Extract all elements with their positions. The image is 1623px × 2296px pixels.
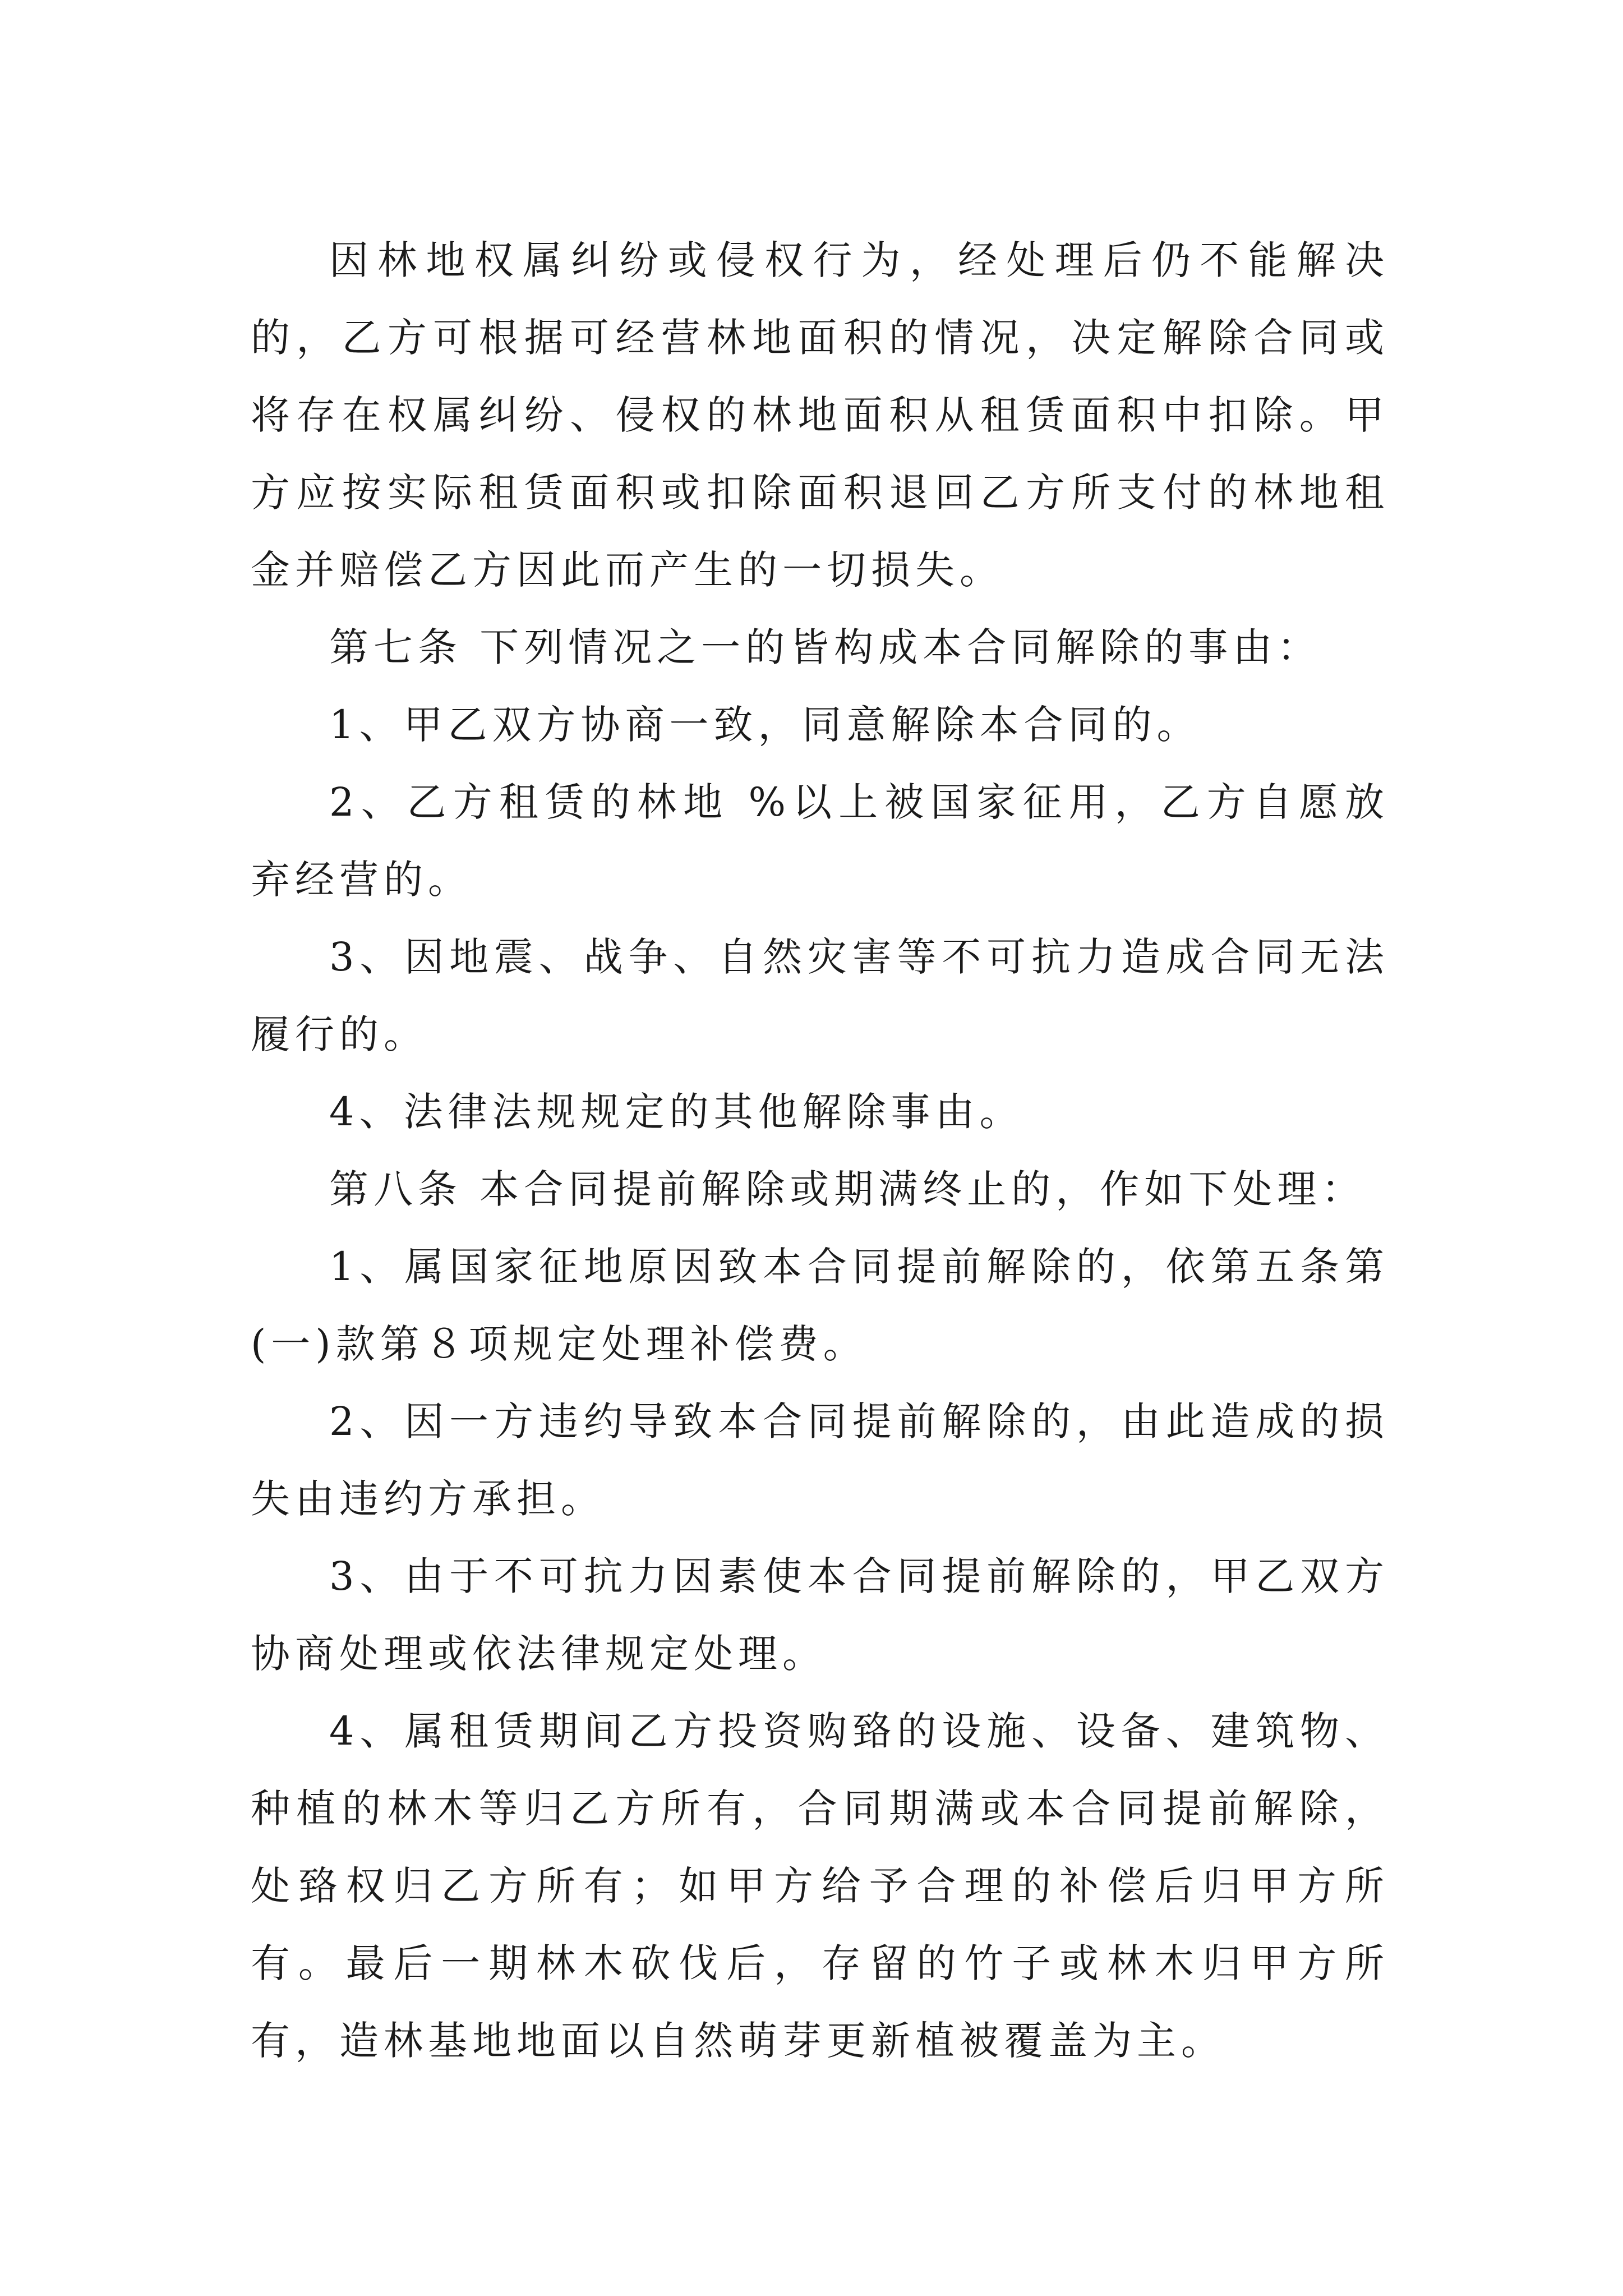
paragraph-article-8-heading: 第八条 本合同提前解除或期满终止的，作如下处理：	[329, 1166, 1366, 1212]
paragraph-article-7-item-3: 3、因地震、战争、自然灾害等不可抗力造成合同无法履行的。	[251, 934, 1389, 1057]
paragraph-dispute-resolution: 因林地权属纠纷或侵权行为，经处理后仍不能解决的，乙方可根据可经营林地面积的情况，决定解除合同或将存在权属纠纷、侵权的林地面积从租赁面积中扣除。甲方应按实际租赁面积或扣除面积退回乙方所支付的林地租金并赔偿乙方因此而产生的一切损失。	[251, 237, 1389, 593]
document-body	[251, 222, 1389, 2079]
paragraph-article-7-item-1: 1、甲乙双方协商一致，同意解除本合同的。	[329, 702, 1201, 748]
paragraph-article-7-item-2: 2、乙方租赁的林地 %以上被国家征用，乙方自愿放弃经营的。	[251, 779, 1389, 903]
paragraph-article-8-item-3: 3、由于不可抗力因素使本合同提前解除的，甲乙双方协商处理或依法律规定处理。	[251, 1553, 1389, 1677]
paragraph-article-7-heading: 第七条 下列情况之一的皆构成本合同解除的事由：	[329, 624, 1322, 670]
paragraph-article-7-item-4: 4、法律法规规定的其他解除事由。	[329, 1089, 1024, 1135]
paragraph-article-8-item-4: 4、属租赁期间乙方投资购臵的设施、设备、建筑物、种植的林木等归乙方所有，合同期满或本合同提前解除，处臵权归乙方所有；如甲方给予合理的补偿后归甲方所有。最后一期林木砍伐后，存留的竹子或林木归甲方所有，造林基地地面以自然萌芽更新植被覆盖为主。	[251, 1708, 1389, 2064]
paragraph-article-8-item-2: 2、因一方违约导致本合同提前解除的，由此造成的损失由违约方承担。	[251, 1398, 1389, 1522]
paragraph-article-8-item-1: 1、属国家征地原因致本合同提前解除的，依第五条第(一)款第８项规定处理补偿费。	[251, 1244, 1389, 1367]
